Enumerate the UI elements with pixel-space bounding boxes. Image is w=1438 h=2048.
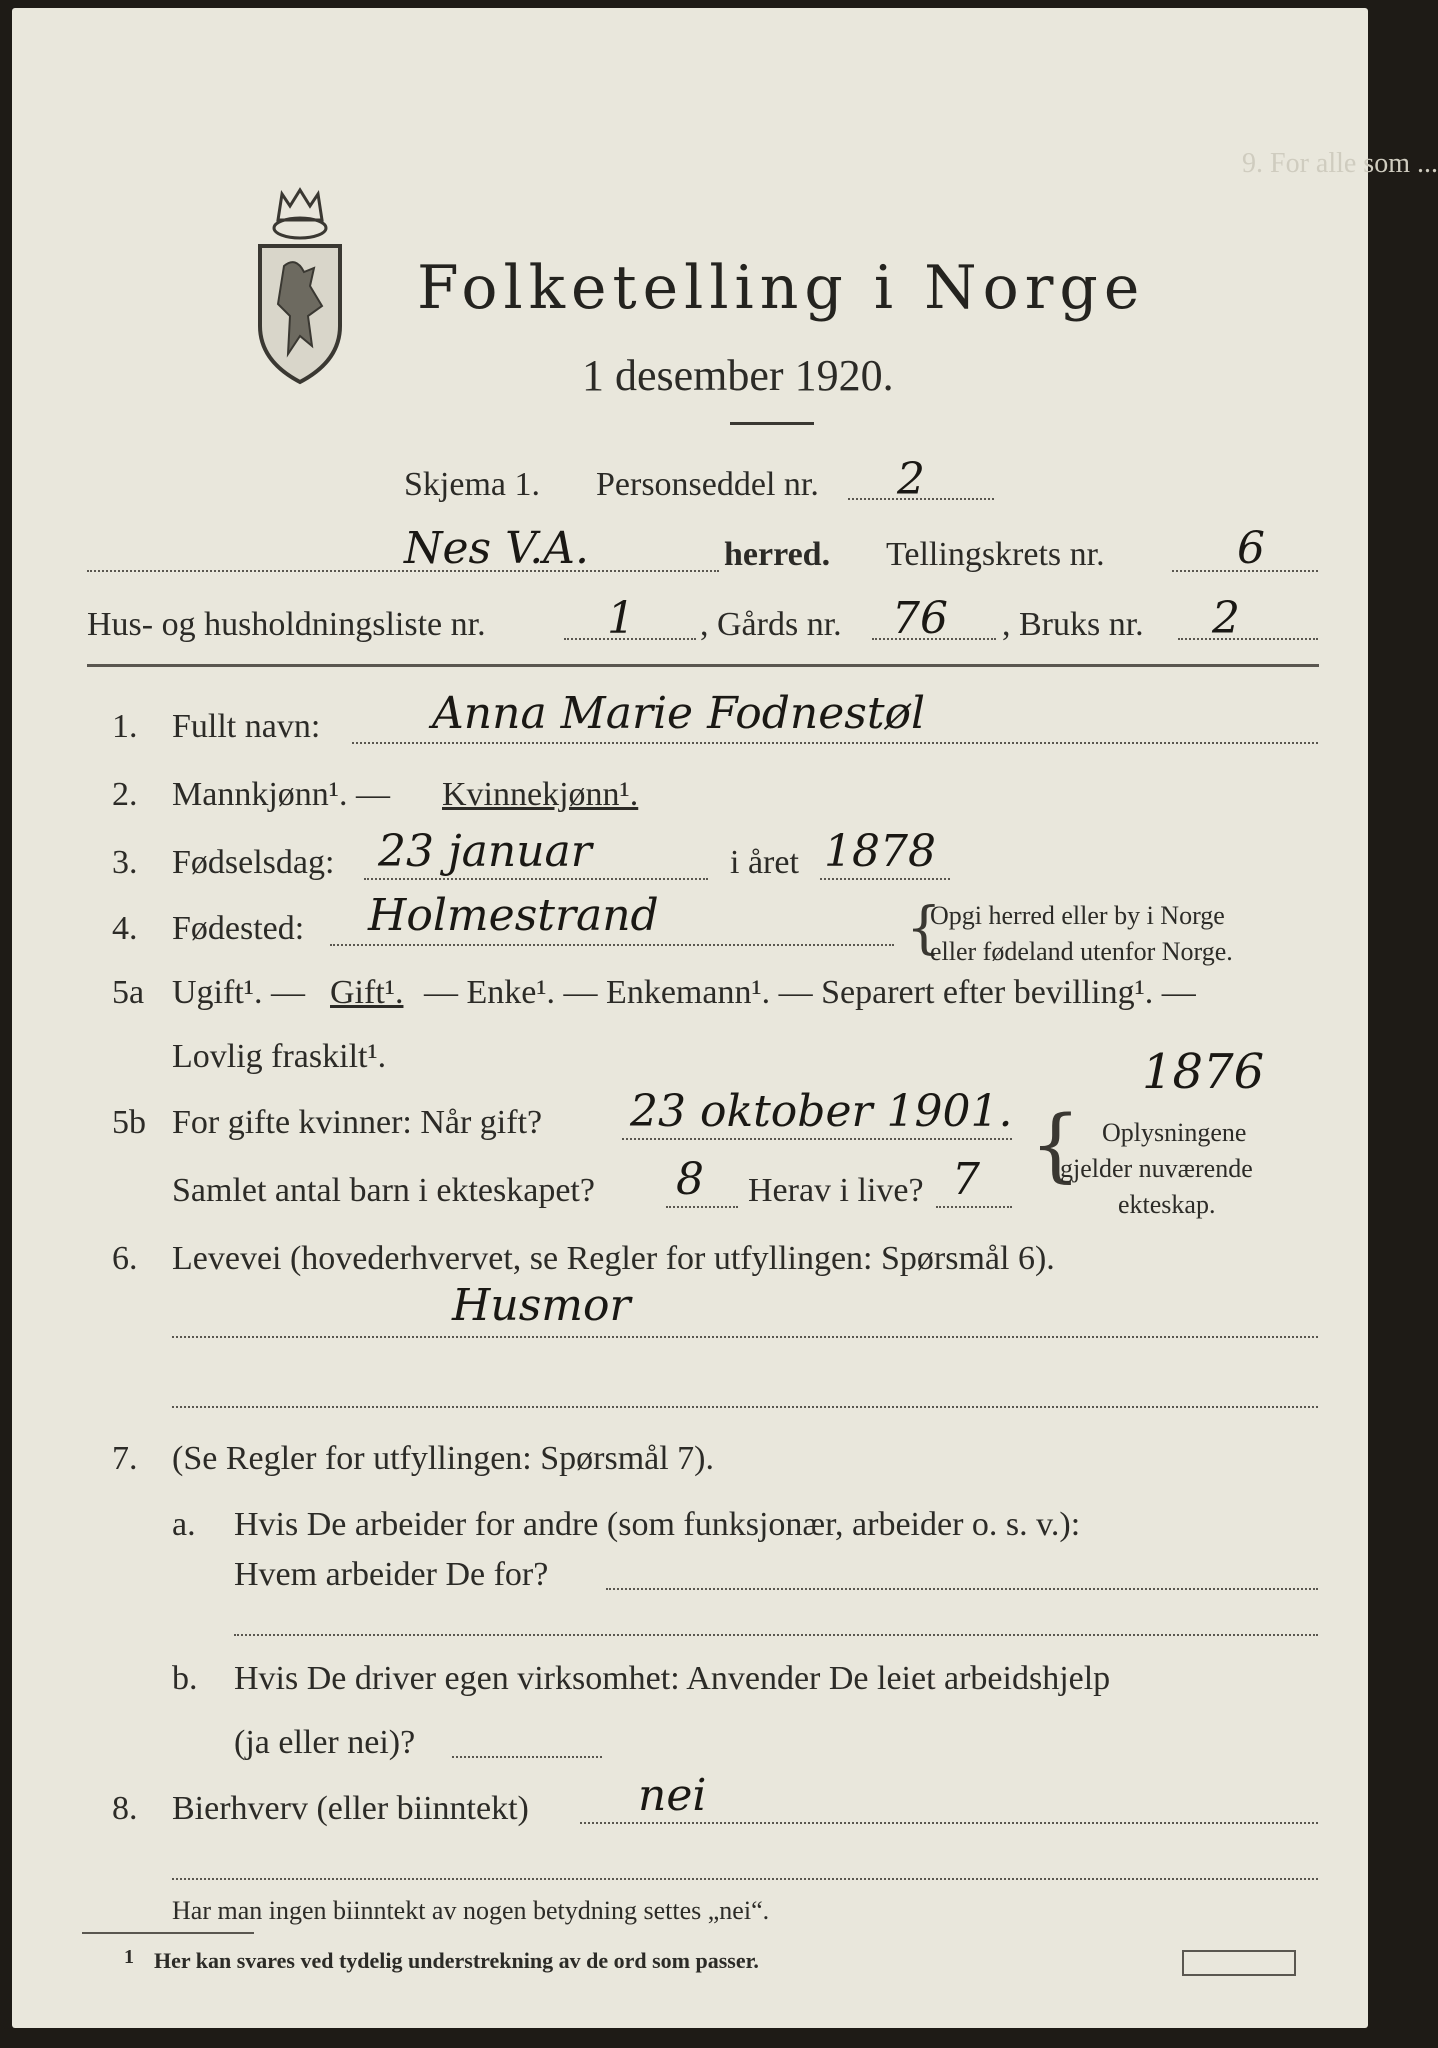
children-alive-value: 7 [952,1154,980,1205]
q4-brace: { [906,896,942,961]
children-total-value: 8 [676,1154,704,1205]
census-form-page [12,8,1438,2028]
full-name-value: Anna Marie Fodnestøl [432,688,926,739]
q7a-text: Hvis De arbeider for andre (som funksjonær, arbeider o. s. v.): [234,1506,1081,1543]
q8-line2 [172,1878,1318,1880]
herred-label: herred. [724,536,831,573]
children-alive-line [936,1206,1012,1208]
q4-number: 4. [112,910,138,947]
header-divider [87,664,1319,667]
printer-mark [1182,1950,1296,1976]
footnote-text: Her kan svares ved tydelig understrekning av de ord som passer. [154,1948,759,1973]
occupation-line1 [172,1336,1318,1338]
tellingskrets-label: Tellingskrets nr. [886,536,1105,573]
q5b-note-line3: ekteskap. [1118,1190,1216,1219]
year-line [820,878,950,880]
footer-note: Har man ingen biinntekt av nogen betydning settes „nei“. [172,1896,770,1925]
q4-note-line2: eller fødeland utenfor Norge. [930,937,1233,966]
husliste-label: Hus- og husholdningsliste nr. [87,606,486,643]
q4-label: Fødested: [172,910,305,947]
q7-label: (Se Regler for utfyllingen: Spørsmål 7). [172,1440,715,1477]
footnote-number: 1 [124,1946,134,1968]
children-alive-label: Herav i live? [748,1172,924,1209]
gards-value: 76 [892,593,948,644]
q7a-question: Hvem arbeider De for? [234,1556,549,1593]
q6-number: 6. [112,1240,138,1277]
married-when-value: 23 oktober 1901. [630,1086,1013,1137]
q1-label: Fullt navn: [172,708,321,745]
q3-label: Fødselsdag: [172,844,335,881]
occupation-line2 [172,1406,1318,1408]
year-label: i året [730,844,799,881]
q7a-number: a. [172,1506,196,1543]
q7a-line1 [606,1588,1318,1590]
q8-number: 8. [112,1790,138,1827]
herred-line [87,570,719,572]
children-total-line [666,1206,738,1208]
birthplace-value: Holmestrand [368,890,659,941]
q5b-note-line1: Oplysningene [1102,1118,1247,1147]
side-income-value: nei [638,1770,707,1821]
personseddel-label: Personseddel nr. [596,466,819,503]
page-title: Folketelling i Norge [417,253,1146,323]
q8-line1 [580,1822,1318,1824]
personseddel-value: 2 [897,454,925,505]
q5b-brace: { [1030,1098,1081,1191]
q5a-number: 5a [112,974,145,1011]
q6-label: Levevei (hovederhvervet, se Regler for utfyllingen: Spørsmål 6). [172,1240,1055,1277]
q5b-number: 5b [112,1104,146,1141]
marital-ugift-option: Ugift¹. — [172,974,305,1011]
q7a-line2 [234,1634,1318,1636]
form-number: Skjema 1. [404,466,540,503]
bleed-through-text: 9. For alle som ... [1242,148,1438,179]
census-date: 1 desember 1920. [582,351,894,400]
gender-male-option: Mannkjønn¹. — [172,776,390,813]
husliste-value: 1 [607,593,635,644]
q7b-number: b. [172,1660,198,1697]
bruks-value: 2 [1212,593,1240,644]
bruks-line [1178,638,1318,640]
coat-of-arms-icon [252,186,348,386]
birthday-value: 23 januar [378,826,592,877]
bruks-label: , Bruks nr. [1002,606,1144,643]
marital-gift-option: Gift¹. [330,974,404,1011]
footnote-divider [82,1932,254,1934]
children-total-label: Samlet antal barn i ekteskapet? [172,1172,595,1209]
q5b-note-line2: gjelder nuværende [1060,1154,1253,1183]
q7b-question: (ja eller nei)? [234,1724,416,1761]
q2-number: 2. [112,776,138,813]
q8-label: Bierhverv (eller biinntekt) [172,1790,529,1827]
marital-other-options: — Enke¹. — Enkemann¹. — Separert efter bevilling¹. — [424,974,1196,1011]
gender-female-option: Kvinnekjønn¹. [442,776,639,813]
q1-number: 1. [112,708,138,745]
marital-fraskilt-option: Lovlig fraskilt¹. [172,1038,387,1075]
q7b-line [452,1756,602,1758]
married-extra-year: 1876 [1142,1044,1265,1100]
gards-label: , Gårds nr. [700,606,842,643]
birth-year-value: 1878 [824,826,936,877]
title-divider [730,422,814,425]
q3-number: 3. [112,844,138,881]
herred-value: Nes V.A. [404,523,589,574]
q7-number: 7. [112,1440,138,1477]
birthday-line [364,878,708,880]
tellingskrets-value: 6 [1237,523,1265,574]
married-when-line [622,1138,1012,1140]
married-when-label: For gifte kvinner: Når gift? [172,1104,543,1141]
birthplace-line [330,944,894,946]
q4-note-line1: Opgi herred eller by i Norge [930,901,1225,930]
occupation-value: Husmor [452,1280,631,1331]
q1-line [352,742,1318,744]
q7b-text: Hvis De driver egen virksomhet: Anvender De leiet arbeidshjelp [234,1660,1111,1697]
